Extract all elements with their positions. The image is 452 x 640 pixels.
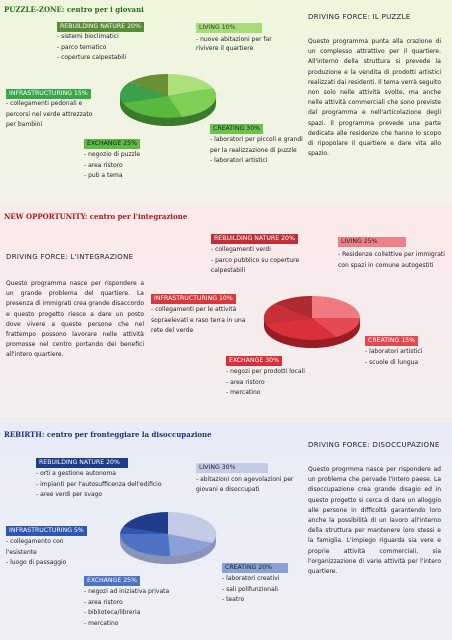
label-infrastructuring: INFRASTRUCTURING 10%: [151, 294, 236, 304]
list-item: - sali polifunzionali: [222, 585, 312, 596]
list-item: - laboratori artistici: [365, 347, 445, 358]
list-item: - laboratori creativi: [222, 574, 312, 585]
pie-chart-2: [256, 292, 368, 356]
section-title: NEW OPPORTUNITY: centro per l'integrazione: [4, 212, 188, 221]
label-creating: CREATING 15%: [365, 336, 418, 346]
list-exchange: [226, 367, 336, 399]
list-item: - area ristoro: [226, 378, 336, 389]
label-exchange: EXCHANGE 30%: [226, 356, 282, 366]
pie-chart-1: [112, 70, 224, 134]
list-item: - collegamento con l'esistente: [6, 537, 96, 558]
label-rebuilding-nature: REBUILDING NATURE 20%: [36, 458, 128, 468]
section-title: PUZZLE-ZONE: centro per i giovani: [4, 5, 144, 14]
list-item: - orti a gestione autonoma: [36, 469, 186, 480]
description-paragraph: [308, 37, 441, 159]
list-living: [196, 475, 306, 494]
list-item: - teatro: [222, 595, 312, 606]
section-title: REBIRTH: centro per fronteggiare la disoccupazione: [4, 430, 212, 439]
list-infrastructuring: [6, 99, 104, 131]
list-rebuilding-nature: [211, 245, 331, 277]
label-rebuilding-nature: REBUILDING NATURE 20%: [57, 22, 144, 32]
label-exchange: EXCHANGE 25%: [84, 139, 140, 149]
label-infrastructuring: INFRASTRUCTURING 15%: [6, 89, 91, 99]
list-infrastructuring: [6, 537, 96, 569]
list-item: - negozi ad iniziativa privata: [84, 587, 204, 598]
list-item: - negozi per prodotti locali: [226, 367, 336, 378]
list-item: - Residenze collettive per immigrati con spazi in comune autogestiti: [338, 250, 448, 271]
list-item: - laboratori per piccoli e grandi per la realizzazione di puzzle: [210, 135, 306, 156]
list-item: - luogo di passaggio: [6, 558, 96, 569]
driving-force-title: DRIVING FORCE: L'INTEGRAZIONE: [6, 253, 134, 261]
list-item: - parco tematico: [57, 43, 177, 54]
label-exchange: EXCHANGE 25%: [84, 576, 140, 586]
list-item: - laboratori artistici: [210, 156, 306, 167]
list-item: - mercatino: [84, 619, 204, 630]
list-item: - negozio di puzzle: [84, 150, 184, 161]
pie-chart-3: [112, 508, 224, 572]
description-paragraph: [308, 465, 441, 577]
list-infrastructuring: [151, 305, 251, 337]
list-item: - coperture calpestabili: [57, 53, 177, 64]
list-item: - parco pubblico su coperture calpestabili: [211, 256, 331, 277]
list-item: - biblioteca/libreria: [84, 608, 204, 619]
label-rebuilding-nature: REBUILDING NATURE 20%: [211, 234, 298, 244]
list-exchange: [84, 587, 204, 629]
label-infrastructuring: INFRASTRUCTURING 5%: [6, 526, 87, 536]
label-creating: CREATING 30%: [210, 124, 263, 134]
list-item: - pub a tema: [84, 171, 184, 182]
label-living: LIVING 10%: [196, 23, 262, 33]
list-item: - scuole di lungua: [365, 358, 445, 369]
pie-slice-living: [312, 296, 360, 318]
list-living: [338, 250, 448, 271]
paragraph-text: Questo progrmma nasce per rispondere ad un problema che pervade l'intero paese. La disoccupazione crea grande disagio ed in questo progetto si cerca di dare un alloggio alle persone in difficoltà garantendo loro anche la possibilità di un lavoro all'interno della struttura per mantenere loro stessi e la famiglia. L'impiego riguarda sia vere e proprie attività commerciali, sia l'organizzazione di varie attività per l'intero quartiere.: [308, 466, 441, 576]
list-item: - area ristoro: [84, 598, 204, 609]
list-item: - area ristoro: [84, 161, 184, 172]
paragraph-text: Questo programma nasce per rispondere a un grande problema del quartiere. La presenza di immigrati crea grande disaccordo e questo progetto riesce a dare un posto dove vivere a queste persone che nel frattempo possono lavorare nelle attività promosse nel centro portando dei benefici all'intero quartiere.: [6, 280, 144, 359]
list-item: - aree verdi per svago: [36, 490, 186, 501]
list-item: - impianti per l'autosufficenza dell'edificio: [36, 480, 186, 491]
label-creating: CREATING 20%: [222, 563, 288, 573]
paragraph-text: Questo programma punta alla crazione di un complesso attrattivo per il quartiere. All'interno della struttura si prevede la produzione e la vendita di prodotti artistici realizzati dai residenti. Il tema verrà seguito non solo nelle attività svolte, ma anche nelle attività commerciali che sono previste dal programma e nell'articolazione degli spazi. Il programma prevede una parte dedicata alle residenze che hanno lo scopo di ripopolare il quartiere e dare vita allo spazio.: [308, 38, 441, 158]
list-creating: [222, 574, 312, 606]
list-creating: [365, 347, 445, 368]
label-living: LIVING 25%: [338, 237, 406, 247]
list-item: - collegamenti pedonali e percorsi nel verde attrezzato per bambini: [6, 99, 104, 131]
driving-force-title: DRIVING FORCE: IL PUZZLE: [308, 13, 411, 21]
driving-force-title: DRIVING FORCE: DISOCCUPAZIONE: [308, 441, 440, 449]
list-exchange: [84, 150, 184, 182]
list-rebuilding-nature: [36, 469, 186, 501]
list-item: - mercatino: [226, 388, 336, 399]
list-item: - collegamenti verdi: [211, 245, 331, 256]
list-item: - sistemi bioclimatici: [57, 32, 177, 43]
list-rebuilding-nature: [57, 32, 177, 64]
list-item: - nuove abitazioni per far rivivere il quartiere: [196, 35, 296, 53]
label-living: LIVING 30%: [196, 463, 268, 473]
list-living: [196, 35, 296, 53]
list-item: - abitazioni con agevolazioni per giovani e disoccupati: [196, 475, 306, 494]
list-creating: [210, 135, 306, 167]
list-item: - collegamenti per le attività sopraelevati e raso terra in una rete del verde: [151, 305, 251, 337]
description-paragraph: [6, 279, 144, 361]
